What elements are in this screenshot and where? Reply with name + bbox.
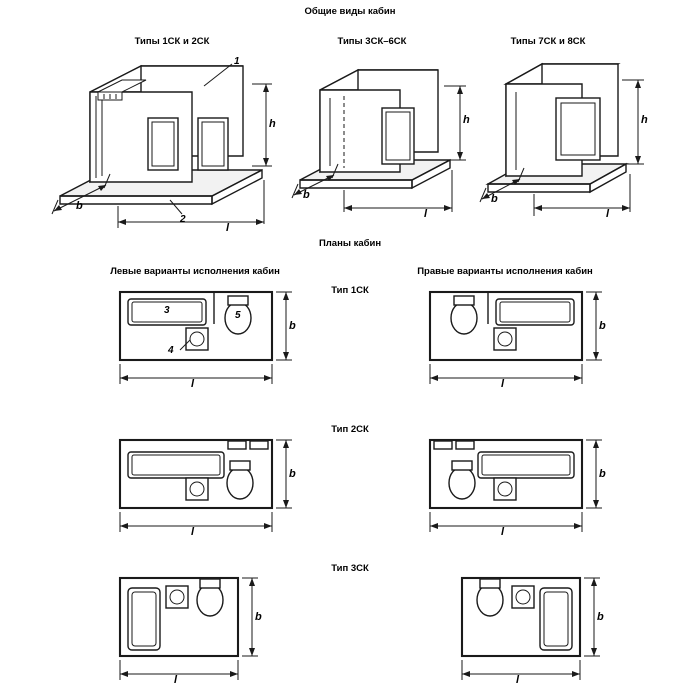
- callout-3: 3: [164, 305, 170, 316]
- dim-b-view1: b: [76, 200, 83, 212]
- dim-b-plan2-left: b: [289, 468, 296, 480]
- dim-l-plan1-right: l: [501, 378, 505, 390]
- title-top: Общие виды кабин: [304, 6, 396, 17]
- dim-l-plan3-right: l: [516, 674, 520, 686]
- dim-b-plan1-left: b: [289, 320, 296, 332]
- dim-b-view2: b: [303, 189, 310, 201]
- dim-l-plan2-left: l: [191, 526, 195, 538]
- callout-5: 5: [235, 310, 241, 321]
- plan-header-right: Правые варианты исполнения кабин: [417, 266, 593, 277]
- title-plans: Планы кабин: [318, 238, 382, 249]
- dim-l-view2: l: [424, 208, 428, 220]
- callout-4: 4: [168, 345, 174, 356]
- plan-row-label-2sk: Тип 2СК: [331, 424, 369, 435]
- plan-header-left: Левые варианты исполнения кабин: [110, 266, 280, 277]
- dim-b-plan3-right: b: [597, 611, 604, 623]
- callout-2: 2: [180, 214, 186, 225]
- dim-h-view1: h: [269, 118, 276, 130]
- plan-row-label-1sk: Тип 1СК: [331, 285, 369, 296]
- view-label-3sk-6sk: Типы 3СК–6СК: [337, 36, 407, 47]
- dim-l-plan2-right: l: [501, 526, 505, 538]
- dim-h-view3: h: [641, 114, 648, 126]
- dim-b-plan2-right: b: [599, 468, 606, 480]
- dim-b-plan1-right: b: [599, 320, 606, 332]
- dim-l-plan3-left: l: [174, 674, 178, 686]
- view-label-7sk-8sk: Типы 7СК и 8СК: [510, 36, 586, 47]
- dim-b-view3: b: [491, 193, 498, 205]
- dim-l-plan1-left: l: [191, 378, 195, 390]
- callout-1: 1: [234, 56, 240, 67]
- dim-h-view2: h: [463, 114, 470, 126]
- dim-l-view1: l: [226, 222, 230, 234]
- view-label-1sk-2sk: Типы 1СК и 2СК: [134, 36, 210, 47]
- dim-b-plan3-left: b: [255, 611, 262, 623]
- dim-l-view3: l: [606, 208, 610, 220]
- plan-row-label-3sk: Тип 3СК: [331, 563, 369, 574]
